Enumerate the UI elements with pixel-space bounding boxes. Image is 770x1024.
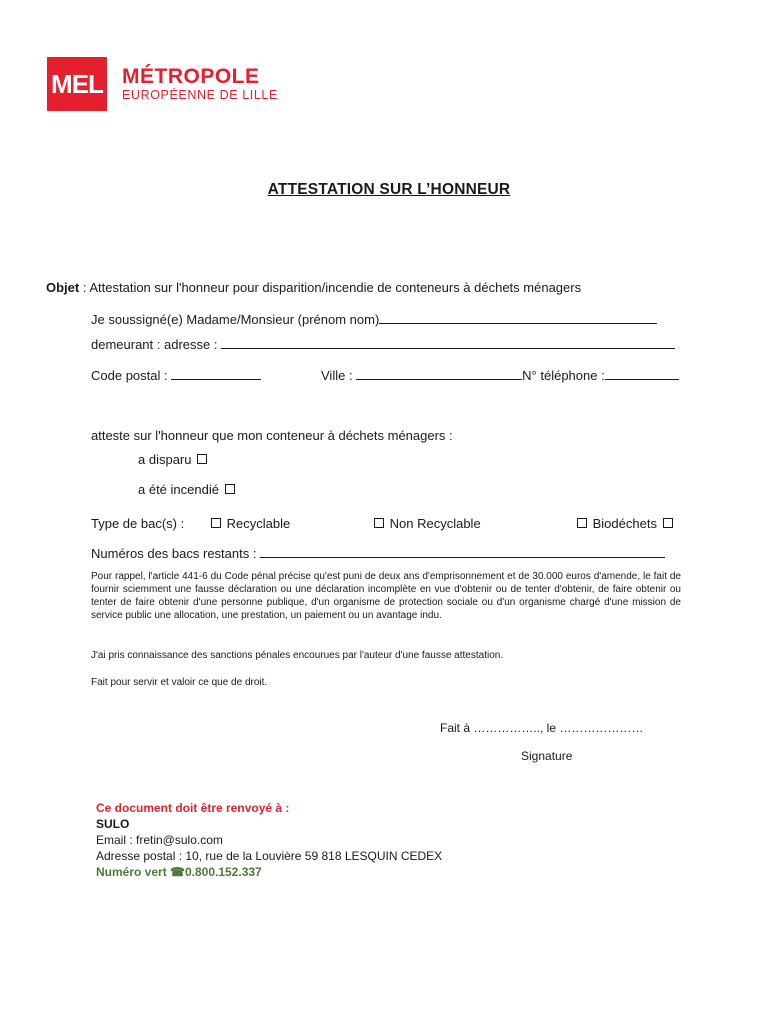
disparu-label: a disparu [138,452,192,467]
biodechets-label: Biodéchets [592,516,657,531]
logo-badge: MEL [47,57,107,111]
numeros-field[interactable] [260,545,665,558]
mel-logo [47,57,278,111]
atteste-line: atteste sur l'honneur que mon conteneur à déchets ménagers : [91,428,453,443]
recyclable-checkbox[interactable] [211,518,221,528]
page-title: ATTESTATION SUR L’HONNEUR [267,181,511,198]
code-postal-field[interactable] [171,367,261,380]
biodechets-checkbox[interactable] [577,518,587,528]
bac-non-recyclable [372,516,481,531]
biodechets-checkbox-right[interactable] [663,518,673,528]
renvoi-heading: Ce document doit être renvoyé à : [96,801,290,815]
incendie-checkbox[interactable] [225,484,235,494]
objet-label: Objet [46,280,80,295]
code-postal-line [91,367,261,383]
recyclable-label: Recyclable [226,516,291,531]
renvoi-numero-vert: Numéro vert ☎0.800.152.337 [96,865,262,879]
type-bac-label: Type de bac(s) : [91,516,185,531]
fait-a-line: Fait à …………….., le ………………… [440,721,644,735]
option-disparu [138,452,209,467]
incendie-label: a été incendié [138,482,219,497]
renvoi-org: SULO [96,817,130,831]
disparu-checkbox[interactable] [197,454,207,464]
adresse-label: demeurant : adresse : [91,337,222,352]
option-incendie [138,482,237,497]
soussigne-line [91,311,657,327]
soussigne-label: Je soussigné(e) Madame/Monsieur (prénom nom) [91,312,380,327]
adresse-line [91,336,675,352]
non-recyclable-checkbox[interactable] [374,518,384,528]
ville-label: Ville : [321,368,357,383]
logo-name: MÉTROPOLE [122,65,260,88]
non-recyclable-label: Non Recyclable [389,516,481,531]
numeros-line [91,545,665,561]
objet-line [46,280,581,295]
ville-line [321,367,679,383]
telephone-label: N° téléphone : [522,368,605,383]
connaissance-paragraph: J'ai pris connaissance des sanctions pénales encourues par l'auteur d'une fausse attestation. [91,650,504,661]
numeros-label: Numéros des bacs restants : [91,546,261,561]
nom-field[interactable] [379,311,657,324]
telephone-field[interactable] [605,367,679,380]
renvoi-email[interactable]: Email : fretin@sulo.com [96,833,223,847]
renvoi-adresse: Adresse postal : 10, rue de la Louvière 59 818 LESQUIN CEDEX [96,849,443,863]
code-postal-label: Code postal : [91,368,172,383]
logo-text [122,66,278,102]
signature-label: Signature [521,749,573,763]
ville-field[interactable] [356,367,522,380]
rappel-paragraph: Pour rappel, l'article 441-6 du Code pénal précise qu'est puni de deux ans d'emprisonnement et de 30.000 euros d'amende, le fait de fournir sciemment une fausse déclaration ou une déclaration incomplète en vue d'obtenir ou de tenter d'obtenir, de faire obtenir ou tenter de faire obtenir d'une personne publique, d'un organisme de protection sociale ou d'un organisme chargé d'une mission de service public une allocation, une prestation, un paiement ou un avantage indu. [91,571,681,621]
fait-pour-paragraph: Fait pour servir et valoir ce que de droit. [91,677,268,688]
adresse-field[interactable] [221,336,675,349]
objet-separator: : [79,280,90,295]
logo-subtitle: EUROPÉENNE DE LILLE [122,88,278,102]
bac-biodechets [575,516,675,531]
bac-recyclable [209,516,290,531]
objet-text: Attestation sur l'honneur pour disparition/incendie de conteneurs à déchets ménagers [89,280,582,295]
